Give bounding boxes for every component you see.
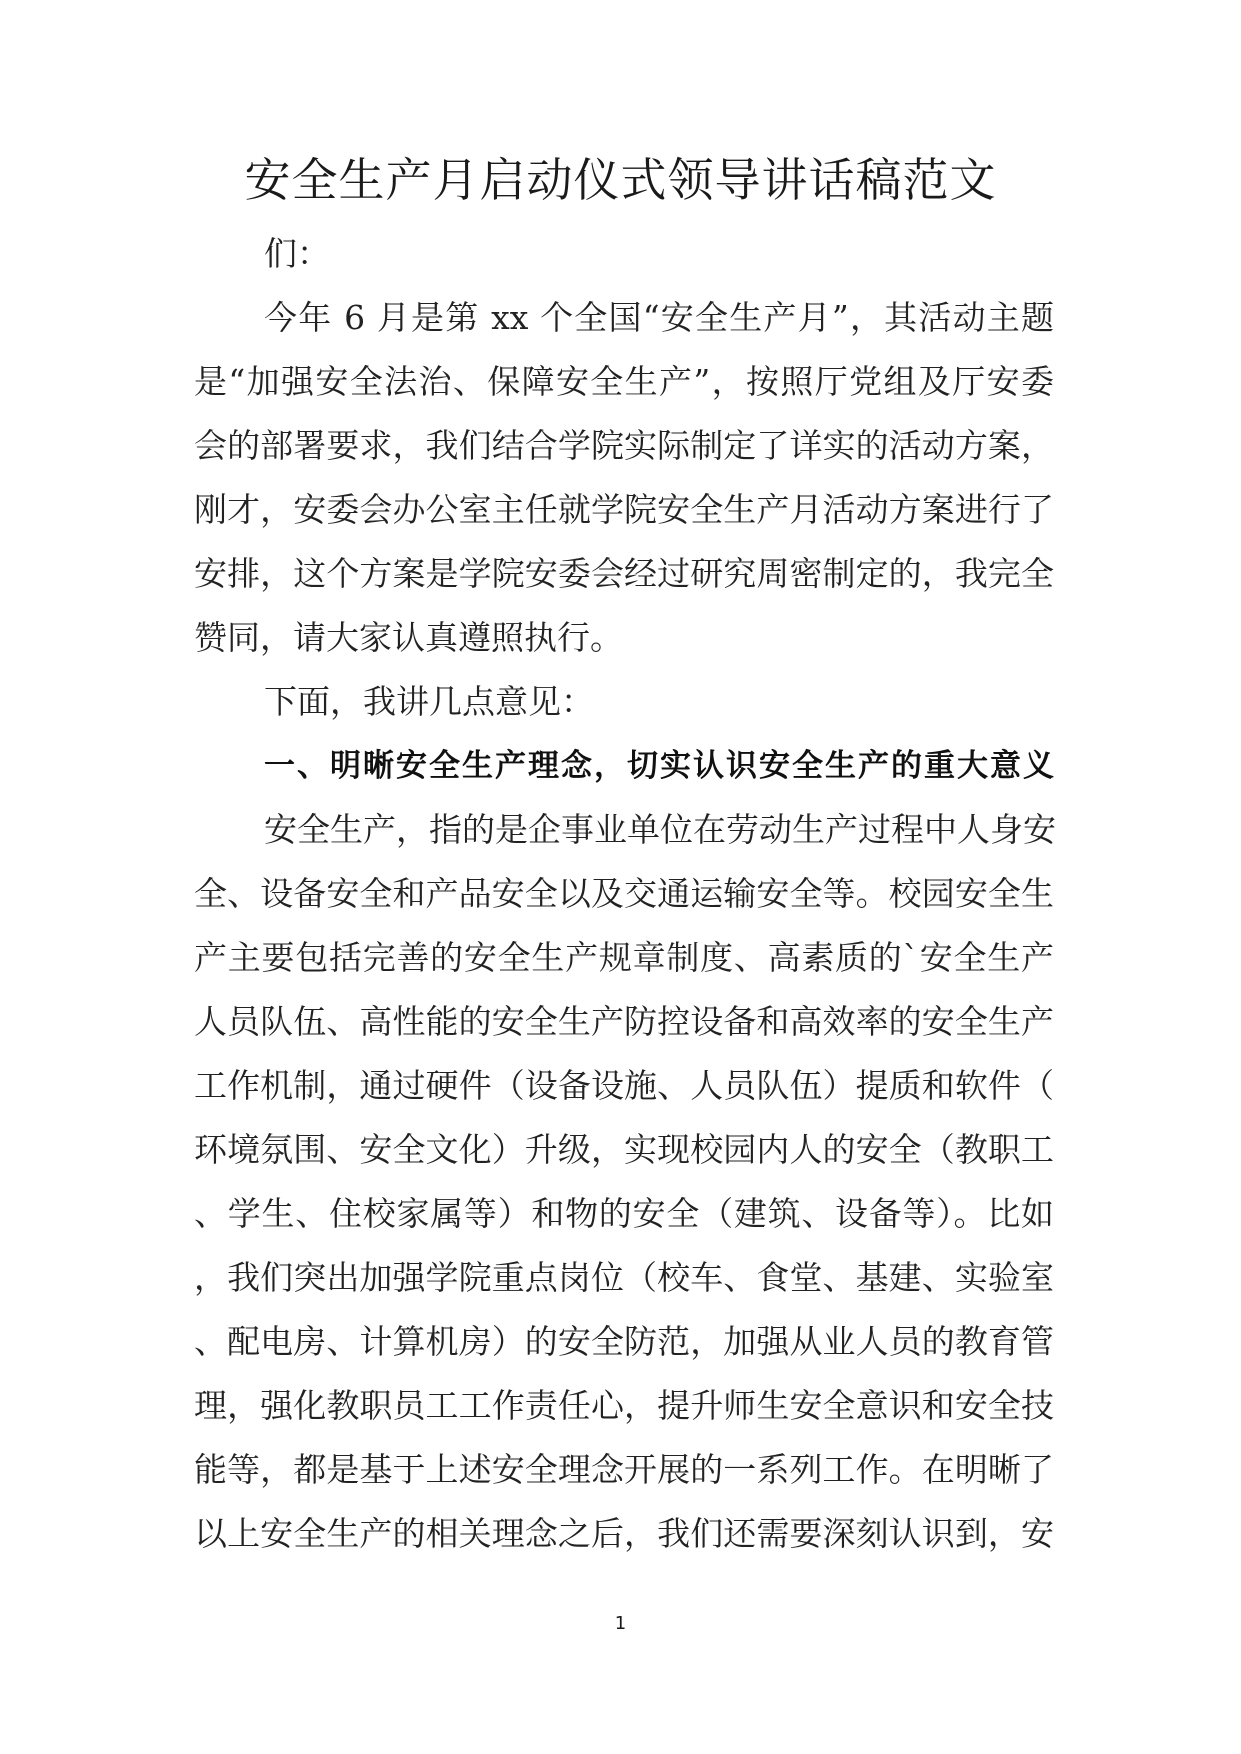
paragraph-line: 产主要包括完善的安全生产规章制度、高素质的`安全生产 — [194, 938, 1054, 977]
paragraph-line: 理，强化教职员工工作责任心，提升师生安全意识和安全技 — [194, 1386, 1054, 1425]
paragraph-line: 人员队伍、高性能的安全生产防控设备和高效率的安全生产 — [194, 1002, 1054, 1041]
paragraph-line: 安全生产，指的是企事业单位在劳动生产过程中人身安 — [264, 810, 1056, 849]
paragraph-line: 全、设备安全和产品安全以及交通运输安全等。校园安全生 — [194, 874, 1054, 913]
paragraph-line: 、配电房、计算机房）的安全防范，加强从业人员的教育管 — [194, 1322, 1054, 1361]
page-number: 1 — [614, 1613, 627, 1634]
paragraph-line: 工作机制，通过硬件（设备设施、人员队伍）提质和软件（ — [194, 1066, 1054, 1105]
paragraph-line: 、学生、住校家属等）和物的安全（建筑、设备等）。比如 — [194, 1194, 1054, 1233]
paragraph-line: 安排，这个方案是学院安委会经过研究周密制定的，我完全 — [194, 554, 1054, 593]
paragraph-line: 下面，我讲几点意见： — [264, 682, 594, 721]
document-title: 安全生产月启动仪式领导讲话稿范文 — [244, 153, 997, 207]
paragraph-line: 是“加强安全法治、保障安全生产”，按照厅党组及厅安委 — [194, 362, 1054, 401]
paragraph-line: 能等，都是基于上述安全理念开展的一系列工作。在明晰了 — [194, 1450, 1054, 1489]
paragraph-line: 以上安全生产的相关理念之后，我们还需要深刻认识到，安 — [194, 1514, 1054, 1553]
salutation-line: 们： — [264, 234, 330, 273]
paragraph-line: 会的部署要求，我们结合学院实际制定了详实的活动方案， — [194, 426, 1054, 465]
paragraph-line: 环境氛围、安全文化）升级，实现校园内人的安全（教职工 — [194, 1130, 1054, 1169]
section-heading: 一、明晰安全生产理念，切实认识安全生产的重大意义 — [264, 748, 1054, 784]
paragraph-line: 今年 6 月是第 xx 个全国“安全生产月”，其活动主题 — [264, 298, 1054, 337]
paragraph-line: 刚才，安委会办公室主任就学院安全生产月活动方案进行了 — [194, 490, 1054, 529]
paragraph-line: 赞同，请大家认真遵照执行。 — [194, 618, 623, 657]
paragraph-line: ，我们突出加强学院重点岗位（校车、食堂、基建、实验室 — [194, 1258, 1054, 1297]
